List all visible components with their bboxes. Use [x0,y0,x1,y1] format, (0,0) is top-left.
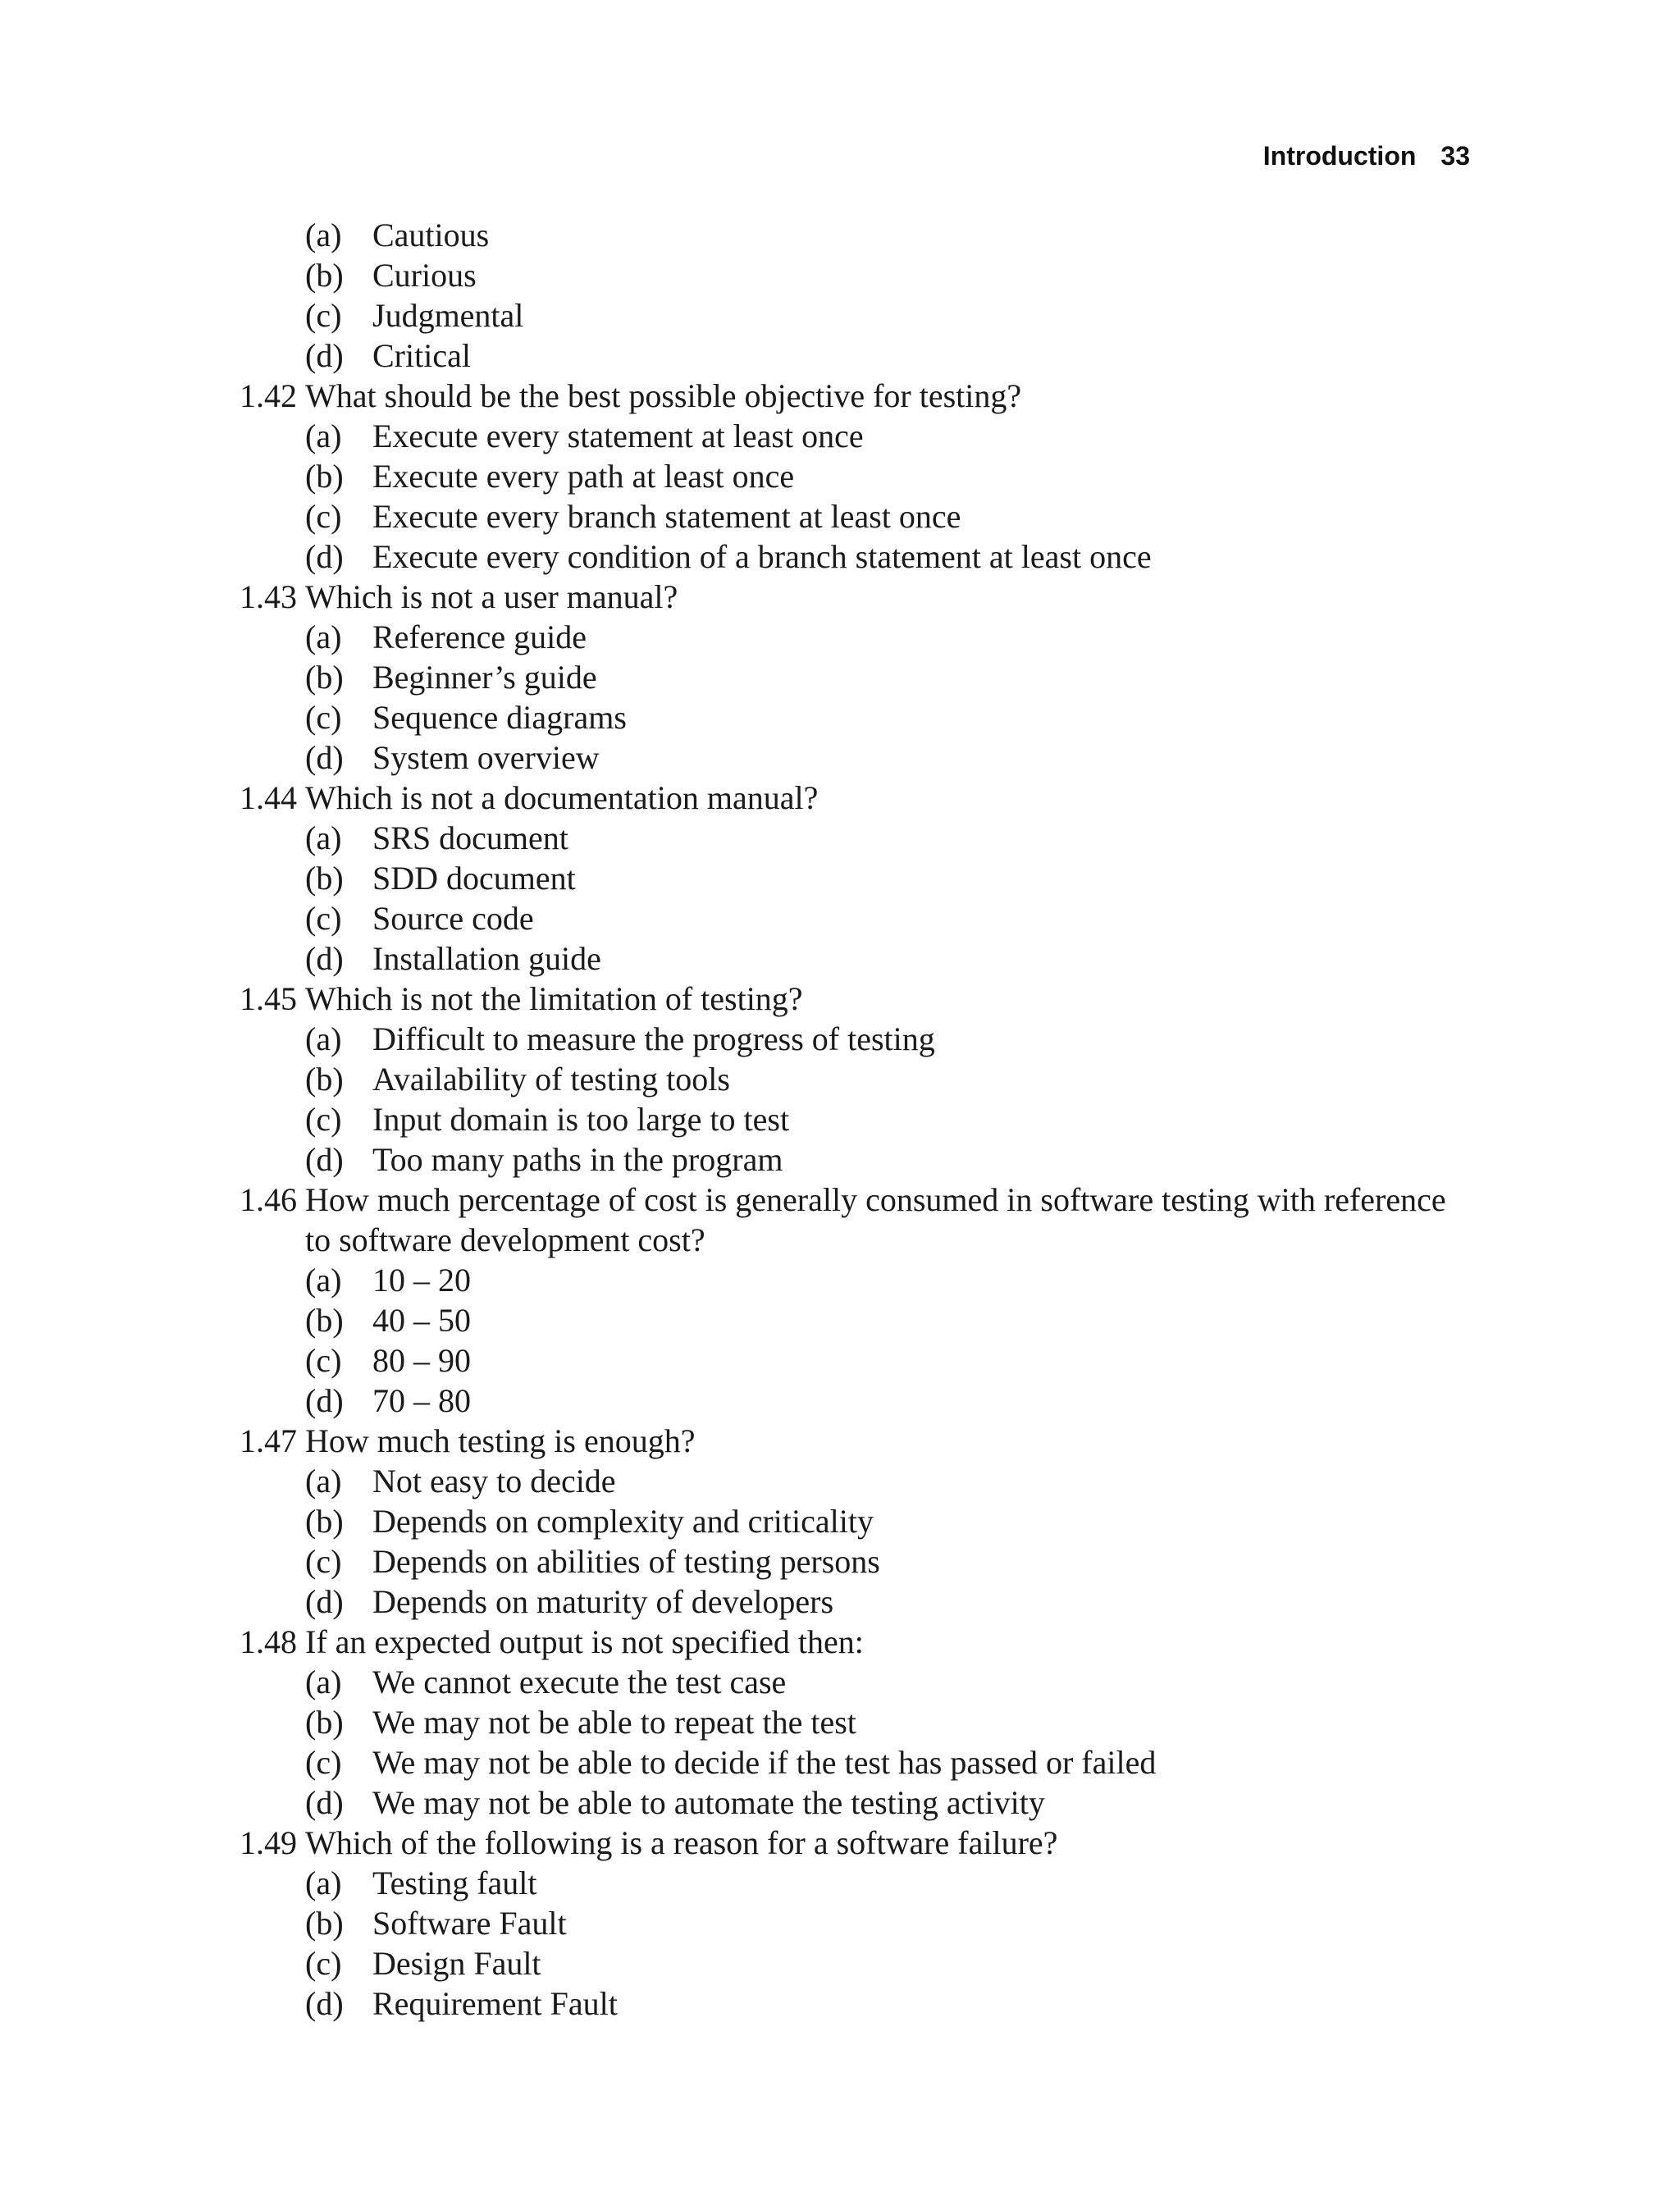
option-text: Critical [372,337,471,374]
option-text: Cautious [372,217,490,253]
option-text: 80 – 90 [372,1342,471,1379]
option-label: (b) [305,1061,344,1098]
question-stem [240,979,1470,1019]
option-text: We cannot execute the test case [372,1664,787,1700]
option-label: (b) [305,1905,344,1942]
option-label: (c) [305,498,342,535]
option-label: (c) [305,1945,342,1982]
running-header [1263,138,1470,174]
option-text: Execute every branch statement at least once [372,498,961,535]
option-item [240,1541,1470,1582]
option-item [240,1782,1470,1823]
option-text: We may not be able to decide if the test has passed or failed [372,1744,1157,1781]
option-label: (b) [305,1302,344,1339]
option-item [240,1903,1470,1943]
option-item [240,1662,1470,1702]
question-number: 1.47 [240,1422,297,1459]
option-text: Requirement Fault [372,1985,618,2022]
chapter-title: Introduction [1262,141,1417,171]
question-1-49 [240,1823,1470,2024]
question-1-44 [240,778,1470,979]
question-text: Which of the following is a reason for a software failure? [305,1824,1058,1861]
question-number: 1.44 [240,779,297,816]
option-label: (a) [305,1262,342,1299]
question-number: 1.49 [240,1824,297,1861]
question-stem [240,778,1470,818]
option-label: (d) [305,739,344,776]
option-item [240,818,1470,858]
option-item [240,858,1470,898]
option-label: (d) [305,1985,344,2022]
question-stem [240,1622,1470,1662]
option-label: (d) [305,1784,344,1821]
option-text: 70 – 80 [372,1382,471,1419]
option-label: (a) [305,1020,342,1057]
option-label: (c) [305,1543,342,1580]
option-label: (c) [305,1342,342,1379]
option-item [240,1139,1470,1180]
option-text: Source code [372,900,534,937]
option-text: Beginner’s guide [372,659,597,696]
question-stem [240,1421,1470,1461]
option-item [240,898,1470,938]
option-label: (c) [305,297,342,334]
option-item [240,697,1470,737]
option-label: (b) [305,659,344,696]
option-label: (d) [305,940,344,977]
question-stem [240,376,1470,416]
leading-options [240,215,1470,376]
option-text: Design Fault [372,1945,541,1982]
option-text: Depends on abilities of testing persons [372,1543,880,1580]
option-item [240,1742,1470,1782]
question-number: 1.46 [240,1181,297,1218]
option-item [240,456,1470,496]
option-item [240,1863,1470,1903]
question-number: 1.43 [240,578,297,615]
option-item [240,617,1470,657]
option-item [240,1582,1470,1622]
option-item [240,1099,1470,1139]
question-text: Which is not a documentation manual? [305,779,819,816]
option-item [240,1983,1470,2024]
option-item [240,496,1470,536]
question-text: Which is not the limitation of testing? [305,980,803,1017]
option-label: (a) [305,618,342,655]
option-item [240,1461,1470,1501]
option-item [240,1059,1470,1099]
option-item [240,1702,1470,1742]
option-item [240,215,1470,255]
option-label: (b) [305,257,344,294]
question-stem [240,1823,1470,1863]
option-text: Execute every path at least once [372,458,795,495]
option-label: (a) [305,217,342,253]
option-item [240,1943,1470,1983]
option-text: Installation guide [372,940,601,977]
option-label: (a) [305,1463,342,1499]
question-1-48 [240,1622,1470,1823]
option-text: Not easy to decide [372,1463,616,1499]
option-item [240,1340,1470,1381]
question-1-46 [240,1180,1470,1421]
option-text: Execute every condition of a branch statement at least once [372,538,1152,575]
option-label: (c) [305,900,342,937]
question-list [240,215,1470,2024]
question-1-47 [240,1421,1470,1622]
option-text: We may not be able to repeat the test [372,1704,856,1741]
option-label: (d) [305,538,344,575]
option-item [240,255,1470,295]
option-text: Depends on complexity and criticality [372,1503,874,1540]
option-text: System overview [372,739,600,776]
option-text: 10 – 20 [372,1262,471,1299]
option-text: Sequence diagrams [372,699,627,736]
option-text: Availability of testing tools [372,1061,730,1098]
option-text: Testing fault [372,1865,537,1901]
option-item [240,1260,1470,1300]
question-stem [240,1180,1470,1220]
option-text: Reference guide [372,618,587,655]
option-label: (b) [305,860,344,897]
option-label: (d) [305,337,344,374]
option-text: Too many paths in the program [372,1141,783,1178]
option-item [240,295,1470,335]
option-label: (d) [305,1583,344,1620]
option-text: SRS document [372,819,568,856]
option-item [240,1501,1470,1541]
option-text: Input domain is too large to test [372,1101,790,1138]
option-label: (c) [305,1744,342,1781]
option-text: Depends on maturity of developers [372,1583,834,1620]
option-item [240,536,1470,577]
option-label: (c) [305,699,342,736]
question-text: How much percentage of cost is generally consumed in software testing with reference [305,1181,1446,1218]
question-text: How much testing is enough? [305,1422,696,1459]
option-label: (b) [305,458,344,495]
option-label: (a) [305,418,342,454]
option-label: (d) [305,1141,344,1178]
question-number: 1.48 [240,1623,297,1660]
option-label: (a) [305,1664,342,1700]
question-text: What should be the best possible objective for testing? [305,377,1022,414]
option-label: (d) [305,1382,344,1419]
page-number: 33 [1440,141,1470,171]
question-number: 1.45 [240,980,297,1017]
question-text: Which is not a user manual? [305,578,678,615]
option-label: (b) [305,1704,344,1741]
option-text: Execute every statement at least once [372,418,864,454]
option-text: SDD document [372,860,576,897]
option-label: (b) [305,1503,344,1540]
option-text: Difficult to measure the progress of testing [372,1020,935,1057]
question-1-45 [240,979,1470,1180]
option-item [240,1300,1470,1340]
option-text: Curious [372,257,477,294]
option-text: Software Fault [372,1905,567,1942]
question-text-continuation: to software development cost? [305,1221,705,1258]
option-item [240,737,1470,778]
option-item [240,657,1470,697]
option-item [240,335,1470,376]
option-text: 40 – 50 [372,1302,471,1339]
question-1-43 [240,577,1470,778]
option-item [240,938,1470,979]
option-label: (a) [305,819,342,856]
question-1-42 [240,376,1470,577]
question-stem [240,577,1470,617]
question-number: 1.42 [240,377,297,414]
option-item [240,1381,1470,1421]
option-label: (c) [305,1101,342,1138]
option-item [240,416,1470,456]
question-text: If an expected output is not specified then: [305,1623,864,1660]
option-label: (a) [305,1865,342,1901]
option-item [240,1019,1470,1059]
option-text: Judgmental [372,297,524,334]
option-text: We may not be able to automate the testing activity [372,1784,1045,1821]
